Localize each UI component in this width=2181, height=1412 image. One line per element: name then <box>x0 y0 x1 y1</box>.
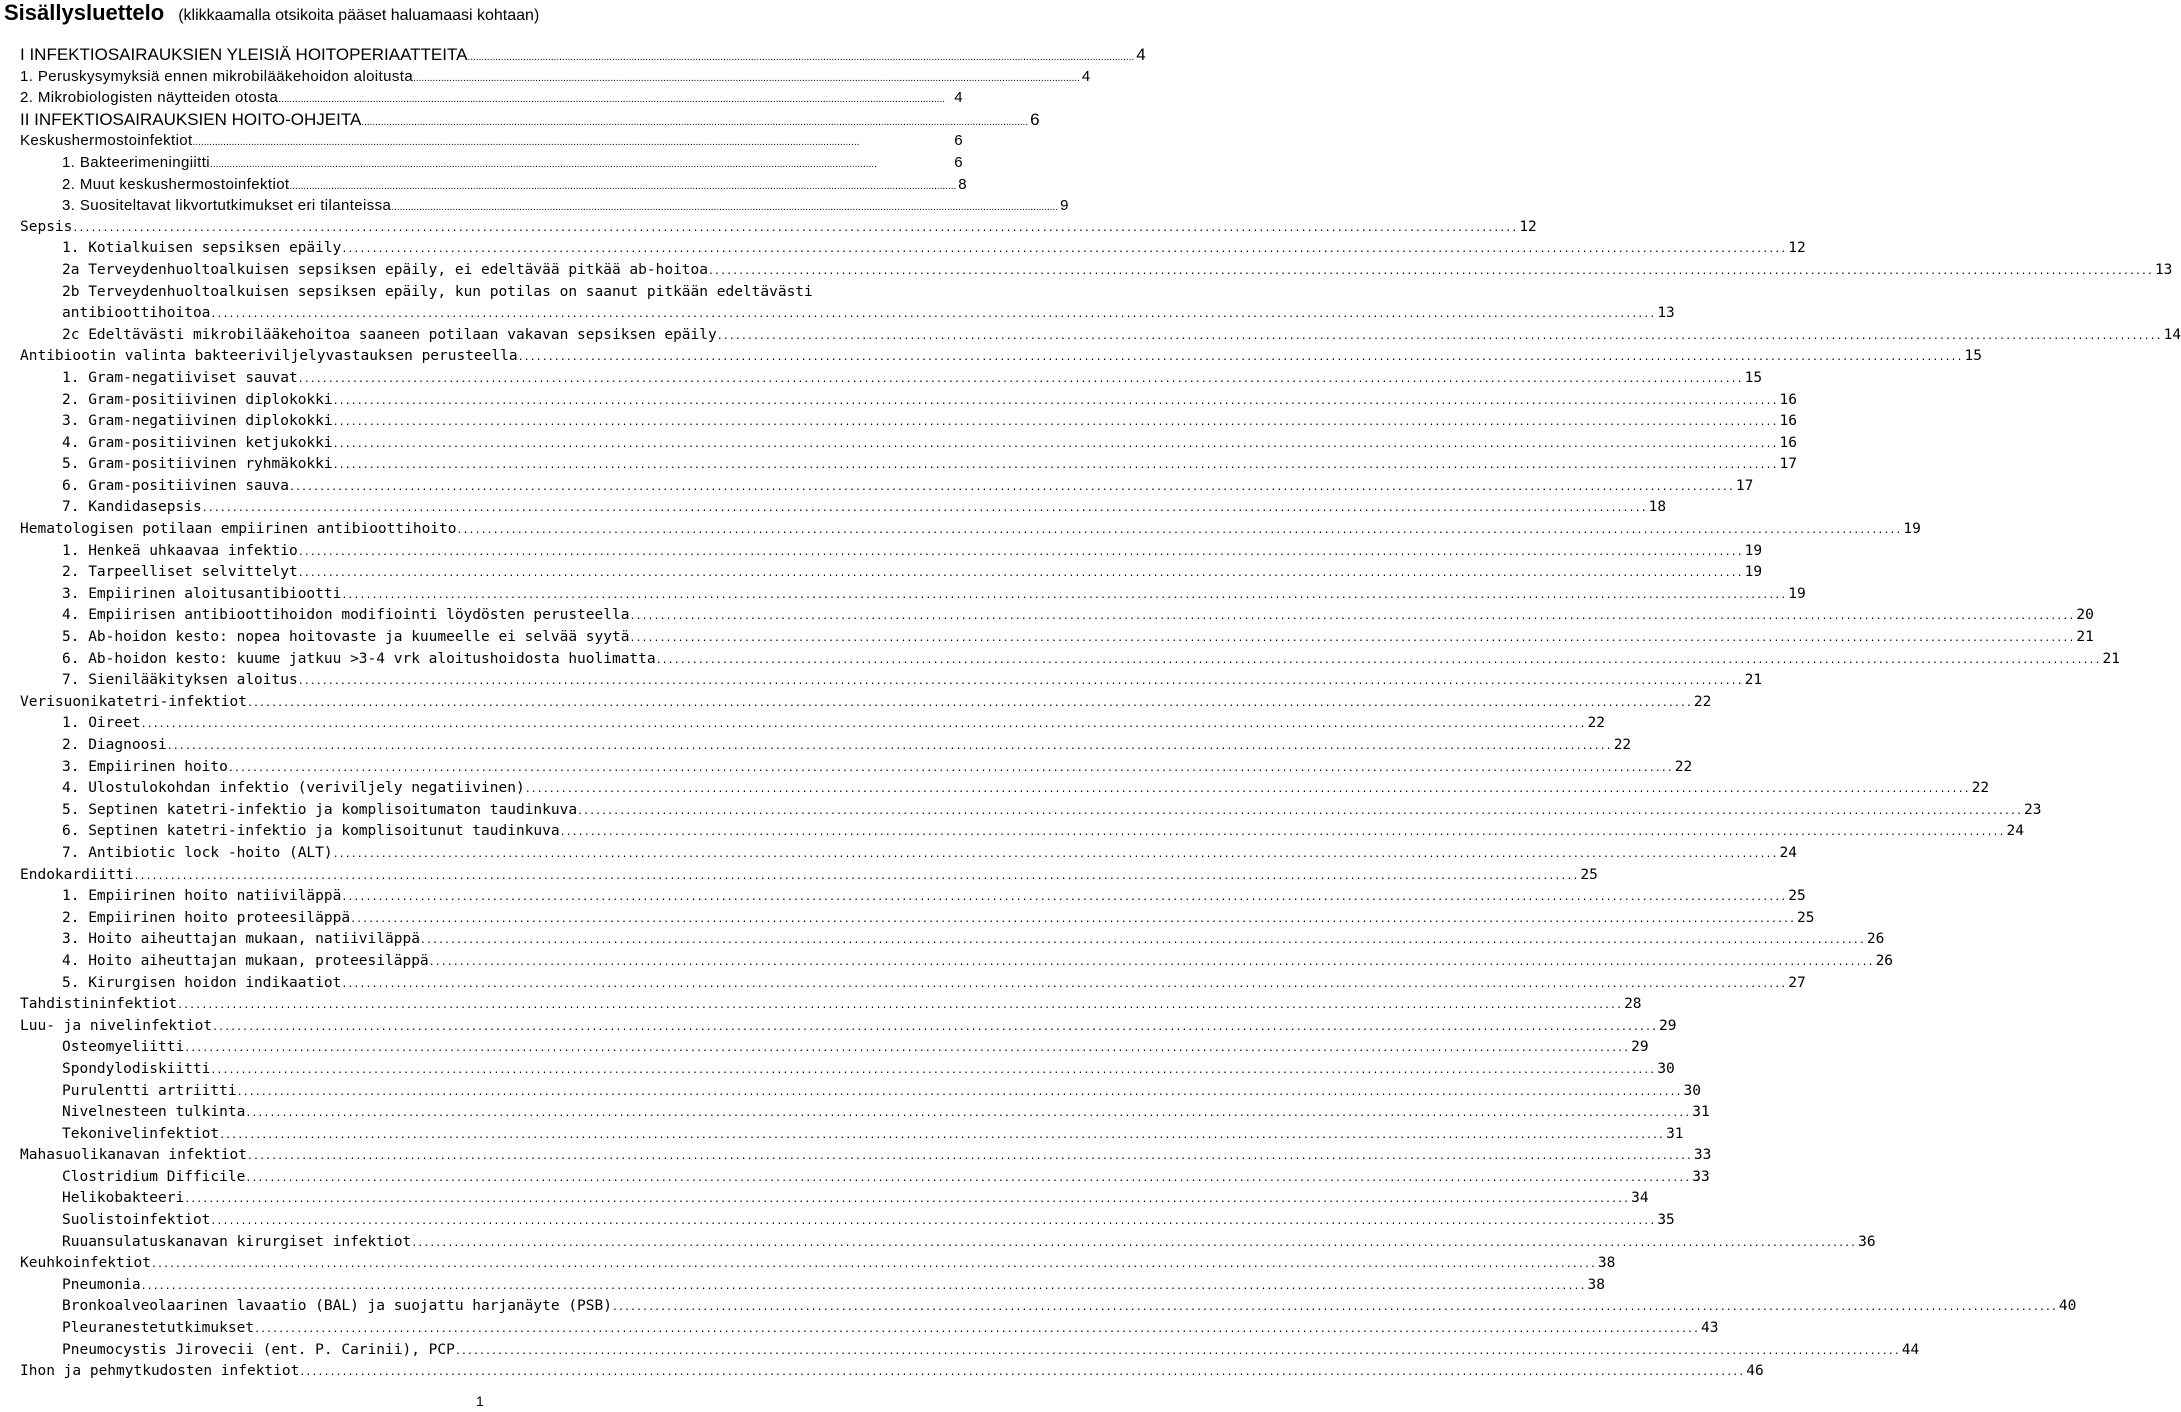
dot-leader <box>237 1081 1682 1104</box>
dot-leader <box>177 994 1622 1017</box>
dot-leader <box>333 433 1778 456</box>
toc-entry[interactable] <box>20 821 2024 843</box>
dot-leader <box>219 1124 1664 1147</box>
toc-entry-label[interactable]: Mahasuolikanavan infektiot <box>20 1147 247 1164</box>
toc-entry-page: 21 <box>1744 672 1763 689</box>
dot-leader <box>341 238 1786 261</box>
dot-leader <box>656 649 2101 672</box>
dot-leader <box>151 1253 1596 1276</box>
toc-entry-label[interactable]: Ruuansulatuskanavan kirurgiset infektiot <box>62 1233 412 1250</box>
toc-entry-label[interactable]: 7. Kandidasepsis <box>62 499 202 516</box>
toc-entry[interactable] <box>20 1102 1710 1124</box>
toc-entry-page: 19 <box>1744 542 1763 559</box>
dot-leader <box>298 562 1743 585</box>
toc-entry-label[interactable]: 1. Henkeä uhkaavaa infektio <box>62 542 298 559</box>
toc-entry[interactable] <box>20 886 1806 908</box>
toc-entry[interactable] <box>20 519 1921 541</box>
toc-entry[interactable] <box>20 605 2094 627</box>
toc-entry[interactable] <box>20 1167 1710 1189</box>
dot-leader <box>184 1188 1629 1211</box>
toc-entry-label[interactable]: 4. Hoito aiheuttajan mukaan, proteesiläppä <box>62 952 429 969</box>
toc-entry[interactable] <box>20 713 1605 735</box>
toc-entry-label[interactable]: Pneumonia <box>62 1276 141 1293</box>
toc-entry-label[interactable]: Verisuonikatetri-infektiot <box>20 693 247 710</box>
toc-entry-page: 38 <box>1587 1276 1605 1293</box>
dot-leader <box>518 346 1963 369</box>
toc-entry-page: 9 <box>1060 197 1069 215</box>
toc-entry[interactable] <box>20 368 1763 390</box>
toc-entry-label[interactable]: Osteomyeliitti <box>62 1039 185 1056</box>
toc-entry-label[interactable]: 1. Oireet <box>62 715 141 732</box>
toc-title: Sisällysluettelo <box>4 0 165 25</box>
toc-entry[interactable] <box>20 1210 1675 1232</box>
toc-entry-page: 20 <box>2076 607 2094 624</box>
toc-entry[interactable] <box>20 929 1885 951</box>
toc-entry-label[interactable]: 2. Gram-positiivinen diplokokki <box>62 391 333 408</box>
toc-entry[interactable] <box>20 325 2181 347</box>
toc-entry-label[interactable]: Endokardiitti <box>20 866 134 883</box>
dot-leader <box>341 886 1786 909</box>
toc-entry-page: 16 <box>1779 413 1798 430</box>
dot-leader <box>341 584 1786 607</box>
toc-entry-page: 6 <box>1030 109 1040 129</box>
dot-leader <box>350 908 1795 931</box>
toc-entry-page: 13 <box>1657 305 1675 322</box>
dot-leader <box>420 929 1865 952</box>
toc-entry[interactable] <box>20 1318 1719 1340</box>
toc-entry-label[interactable]: 3. Hoito aiheuttajan mukaan, natiiviläppä <box>62 931 420 948</box>
toc-entry-label[interactable]: 6. Septinen katetri-infektio ja komplisoitunut taudinkuva <box>62 823 560 840</box>
dot-leader <box>210 303 1655 326</box>
toc-entry-page: 22 <box>1587 715 1605 732</box>
toc-entry-label[interactable]: 5. Septinen katetri-infektio ja komplisoitumaton taudinkuva <box>62 801 578 818</box>
toc-entry[interactable] <box>20 1059 1675 1081</box>
toc-entry-page: 30 <box>1657 1060 1675 1077</box>
toc-entry-label[interactable]: 2. Diagnoosi <box>62 737 167 753</box>
dot-leader <box>167 735 1612 758</box>
dot-leader <box>134 865 1579 888</box>
toc-entry[interactable] <box>20 66 1091 88</box>
toc-entry[interactable] <box>20 411 1798 433</box>
toc-entry[interactable] <box>20 476 1754 498</box>
dot-leader <box>254 1318 1699 1341</box>
dot-leader <box>341 973 1786 996</box>
toc-entry-page: 31 <box>1692 1104 1710 1121</box>
toc-entry-label[interactable]: 1. Empiirinen hoito natiiviläppä <box>62 888 342 905</box>
toc-entry[interactable] <box>20 778 1990 800</box>
toc-entry-page: 35 <box>1657 1212 1675 1229</box>
toc-entry-label[interactable]: 2. Empiirinen hoito proteesiläppä <box>62 909 351 926</box>
toc-entry[interactable] <box>20 1188 1649 1210</box>
toc-entry[interactable] <box>20 735 1632 757</box>
dot-leader <box>411 1232 1856 1255</box>
dot-leader <box>298 541 1743 564</box>
dot-leader <box>299 1361 1744 1384</box>
toc-entry-label[interactable]: 7. Antibiotic lock -hoito (ALT) <box>62 844 333 861</box>
dot-leader <box>210 152 952 176</box>
dot-leader <box>577 800 2022 823</box>
toc-entry-label[interactable]: Tahdistininfektiot <box>20 996 178 1013</box>
toc-entry-page: 21 <box>2102 650 2121 667</box>
toc-entry-page: 4 <box>1136 45 1146 64</box>
toc-entry-label[interactable]: 3. Gram-negatiivinen diplokokki <box>62 413 333 430</box>
dot-leader <box>298 670 1743 693</box>
toc-entry[interactable] <box>20 843 1798 865</box>
dot-leader <box>184 1037 1629 1060</box>
dot-leader <box>141 1275 1586 1298</box>
toc-entry-label[interactable]: 1. Gram-negatiiviset sauvat <box>62 369 298 386</box>
toc-entry-page: 31 <box>1666 1125 1684 1142</box>
dot-leader <box>298 368 1743 391</box>
toc-entry-label[interactable]: Purulentti artriitti <box>62 1082 237 1099</box>
toc-entry-page: 22 <box>1674 758 1693 775</box>
toc-entry[interactable] <box>20 195 1069 217</box>
dot-leader <box>141 713 1586 736</box>
toc-entry[interactable] <box>20 1275 1605 1297</box>
toc-entry-label[interactable]: Nivelnesteen tulkinta <box>62 1104 246 1121</box>
toc-entry-label[interactable]: Sepsis <box>20 218 73 235</box>
toc-entry-page: 18 <box>1648 499 1667 516</box>
toc-entry-label[interactable]: Keskushermostoinfektiot <box>20 132 193 150</box>
toc-entry[interactable] <box>20 951 1894 973</box>
toc-entry[interactable] <box>20 541 1763 563</box>
dot-leader <box>429 951 1874 974</box>
toc-entry[interactable] <box>20 865 1598 887</box>
toc-entry[interactable] <box>20 973 1806 995</box>
dot-leader <box>413 66 1080 90</box>
toc-entry-page: 23 <box>2023 801 2042 818</box>
toc-entry-label[interactable]: 4. Empiirisen antibioottihoidon modifiointi löydösten perusteella <box>62 607 630 624</box>
dot-leader <box>278 87 952 111</box>
toc-entry-page: 22 <box>1971 780 1990 797</box>
toc-entry[interactable] <box>20 800 2042 822</box>
toc-entry[interactable] <box>20 238 1806 260</box>
toc-entry-page: 26 <box>1866 931 1885 948</box>
toc-entry-page: 25 <box>1580 866 1598 883</box>
toc-entry[interactable] <box>20 1253 1616 1275</box>
toc-entry-page: 36 <box>1858 1233 1876 1250</box>
toc-entry[interactable] <box>20 433 1798 455</box>
toc-entry-label[interactable]: 5. Gram-positiivinen ryhmäkokki <box>62 456 333 473</box>
toc-entry[interactable] <box>20 562 1763 584</box>
dot-leader <box>333 454 1778 477</box>
toc-entry[interactable] <box>20 1361 1764 1383</box>
dot-leader <box>708 260 2153 283</box>
toc-entry-page: 28 <box>1624 996 1642 1013</box>
toc-entry-page: 46 <box>1746 1363 1764 1380</box>
toc-entry-label[interactable]: 6. Gram-positiivinen sauva <box>62 477 289 494</box>
toc-header <box>4 0 539 28</box>
toc-entry-label[interactable]: Luu- ja nivelinfektiot <box>20 1017 213 1034</box>
toc-entry[interactable] <box>20 1124 1684 1146</box>
dot-leader <box>457 519 1902 542</box>
toc-entry[interactable] <box>20 1081 1701 1103</box>
toc-entry-label[interactable]: 6. Ab-hoidon kesto: kuume jatkuu >3-4 vrk aloitushoidosta huolimatta <box>62 650 656 667</box>
toc-entry-page: 6 <box>954 132 963 150</box>
toc-entry[interactable] <box>20 649 2121 671</box>
toc-entry-page: 17 <box>1735 477 1754 494</box>
dot-leader <box>72 217 1517 240</box>
toc-entry-label[interactable]: Spondylodiskiitti <box>62 1060 211 1077</box>
toc-entry-label[interactable]: Ihon ja pehmytkudosten infektiot <box>20 1363 300 1380</box>
toc-entry-label[interactable]: 2c Edeltävästi mikrobilääkehoitoa saaneen potilaan vakavan sepsiksen epäily <box>62 326 717 343</box>
toc-entry-page: 22 <box>1693 693 1712 710</box>
table-of-contents <box>20 44 2181 1383</box>
toc-entry-label[interactable]: 3. Empiirinen hoito <box>62 758 228 775</box>
toc-entry[interactable] <box>20 908 1815 930</box>
toc-entry-page: 13 <box>2154 261 2173 278</box>
toc-entry[interactable] <box>20 87 963 109</box>
toc-entry[interactable] <box>20 390 1798 412</box>
toc-entry-label[interactable]: Bronkoalveolaarinen lavaatio (BAL) ja suojattu harjanäyte (PSB) <box>62 1298 612 1315</box>
toc-entry-page: 26 <box>1875 952 1894 969</box>
toc-hint: (klikkaamalla otsikoita pääset haluamaasi kohtaan) <box>178 7 540 24</box>
toc-entry[interactable] <box>20 346 1982 368</box>
toc-entry-page: 29 <box>1658 1017 1677 1034</box>
toc-entry-label[interactable]: Clostridium Difficile <box>62 1168 246 1185</box>
toc-entry-page: 19 <box>1903 521 1921 538</box>
toc-entry[interactable] <box>20 497 1667 519</box>
toc-entry-page: 25 <box>1788 888 1806 905</box>
toc-entry-page: 19 <box>1744 564 1763 581</box>
dot-leader <box>629 605 2074 628</box>
toc-entry-label[interactable]: 4. Ulostulokohdan infektio (veriviljely negatiivinen) <box>62 780 525 797</box>
toc-entry-label[interactable]: 5. Ab-hoidon kesto: nopea hoitovaste ja kuumeelle ei selvää syytä <box>62 629 630 646</box>
dot-leader <box>202 497 1647 520</box>
toc-entry-page: 14 <box>2163 326 2181 343</box>
dot-leader <box>560 821 2005 844</box>
dot-leader <box>245 1167 1690 1190</box>
toc-entry-page: 34 <box>1631 1190 1649 1207</box>
toc-entry-label[interactable]: Helikobakteeri <box>62 1190 185 1207</box>
dot-leader <box>333 843 1778 866</box>
dot-leader <box>333 411 1778 434</box>
toc-entry-page: 19 <box>1788 585 1806 602</box>
toc-entry[interactable] <box>20 1340 1920 1362</box>
toc-entry[interactable] <box>20 174 968 196</box>
toc-entry-page: 33 <box>1693 1147 1712 1164</box>
toc-entry-page: 43 <box>1700 1320 1719 1337</box>
toc-entry-page: 21 <box>2076 629 2094 646</box>
dot-leader <box>455 1340 1900 1363</box>
dot-leader <box>629 627 2074 650</box>
toc-entry-label[interactable]: Pneumocystis Jirovecii (ent. P. Carinii), PCP <box>62 1341 455 1358</box>
toc-entry[interactable] <box>20 627 2094 649</box>
toc-entry-label[interactable]: Pleuranestetutkimukset <box>62 1320 255 1337</box>
toc-entry-page: 16 <box>1779 434 1798 451</box>
dot-leader <box>290 174 957 198</box>
toc-entry-label[interactable]: 3. Suositeltavat likvortutkimukset eri tilanteissa <box>62 197 392 215</box>
toc-entry[interactable] <box>20 44 1146 66</box>
toc-entry-label[interactable]: Keuhkoinfektiot <box>20 1255 151 1272</box>
toc-entry-page: 33 <box>1692 1168 1710 1185</box>
toc-entry[interactable] <box>20 670 1763 692</box>
toc-entry[interactable] <box>20 282 1675 325</box>
toc-entry-page: 12 <box>1788 240 1806 257</box>
toc-entry[interactable] <box>20 1296 2077 1318</box>
toc-entry[interactable] <box>20 152 963 174</box>
toc-entry-label[interactable]: 2a Terveydenhuoltoalkuisen sepsiksen epäily, ei edeltävää pitkää ab-hoitoa <box>62 261 709 278</box>
dot-leader <box>228 757 1673 780</box>
toc-entry-label[interactable]: 1. Bakteerimeningiitti <box>62 153 211 171</box>
toc-entry[interactable] <box>20 584 1806 606</box>
dot-leader <box>717 325 2162 348</box>
toc-entry-label[interactable]: 2. Tarpeelliset selvittelyt <box>62 564 298 581</box>
toc-entry[interactable] <box>20 692 1712 714</box>
toc-entry-page: 40 <box>2058 1298 2077 1315</box>
dot-leader <box>612 1296 2057 1319</box>
toc-entry[interactable] <box>20 1016 1677 1038</box>
dot-leader <box>333 390 1778 413</box>
toc-entry-page: 24 <box>2006 823 2024 840</box>
toc-entry-label[interactable]: 2. Mikrobiologisten näytteiden otosta <box>20 89 279 107</box>
toc-entry-page: 4 <box>954 89 963 107</box>
toc-entry-label[interactable]: 1. Kotialkuisen sepsiksen epäily <box>62 240 342 257</box>
toc-entry-label[interactable]: 4. Gram-positiivinen ketjukokki <box>62 434 333 451</box>
toc-entry-page: 17 <box>1779 456 1798 473</box>
dot-leader <box>289 476 1734 499</box>
dot-leader <box>212 1016 1657 1039</box>
toc-entry-page: 8 <box>958 175 968 193</box>
toc-entry-page: 24 <box>1779 844 1798 861</box>
toc-entry-label[interactable]: 5. Kirurgisen hoidon indikaatiot <box>62 974 342 991</box>
toc-entry-page: 15 <box>1744 369 1763 386</box>
toc-entry[interactable] <box>20 217 1537 239</box>
toc-entry[interactable] <box>20 1145 1712 1167</box>
toc-entry[interactable] <box>20 1232 1876 1254</box>
toc-entry-label[interactable]: 3. Empiirinen aloitusantibiootti <box>62 585 342 602</box>
toc-entry-page: 6 <box>954 153 963 171</box>
toc-entry-label[interactable]: Hematologisen potilaan empiirinen antibioottihoito <box>20 521 457 538</box>
toc-entry-page: 30 <box>1683 1082 1701 1099</box>
toc-entry-page: 29 <box>1631 1039 1649 1056</box>
dot-leader <box>525 778 1970 801</box>
toc-entry[interactable] <box>20 130 963 152</box>
toc-entry-label[interactable]: I INFEKTIOSAIRAUKSIEN YLEISIÄ HOITOPERIAATTEITA <box>20 45 468 64</box>
toc-entry-label[interactable]: II INFEKTIOSAIRAUKSIEN HOITO-OHJEITA <box>20 109 362 129</box>
toc-entry-label[interactable]: 2. Muut keskushermostoinfektiot <box>62 175 290 193</box>
toc-entry[interactable] <box>20 454 1798 476</box>
toc-entry-page: 25 <box>1797 909 1815 926</box>
toc-entry-page: 12 <box>1519 218 1537 235</box>
toc-entry-label[interactable]: 1. Peruskysymyksiä ennen mikrobilääkehoidon aloitusta <box>20 67 414 85</box>
toc-entry[interactable] <box>20 1037 1649 1059</box>
toc-entry-label[interactable]: Tekonivelinfektiot <box>62 1125 220 1142</box>
toc-entry-page: 15 <box>1964 348 1982 365</box>
toc-entry[interactable] <box>20 757 1693 779</box>
toc-entry-label[interactable]: 2b Terveydenhuoltoalkuisen sepsiksen epäily, kun potilas on saanut pitkään edeltävästi <box>62 283 813 300</box>
dot-leader <box>247 692 1692 715</box>
dot-leader <box>247 1145 1692 1168</box>
dot-leader <box>210 1059 1655 1082</box>
dot-leader <box>245 1102 1690 1125</box>
toc-entry-page: 27 <box>1788 974 1806 991</box>
dot-leader <box>391 195 1058 219</box>
toc-entry-label[interactable]: 7. Sienilääkityksen aloitus <box>62 672 298 689</box>
toc-entry-page: 4 <box>1081 67 1091 85</box>
toc-entry-page: 16 <box>1779 391 1798 408</box>
toc-entry[interactable] <box>20 109 1040 131</box>
toc-entry-label-continued[interactable]: antibioottihoitoa <box>62 305 211 322</box>
toc-entry[interactable] <box>20 994 1642 1016</box>
toc-entry-label[interactable]: Antibiootin valinta bakteeriviljelyvastauksen perusteella <box>20 348 518 365</box>
page-number: 1 <box>476 1393 484 1409</box>
dot-leader <box>210 1210 1655 1233</box>
toc-entry-page: 38 <box>1597 1255 1616 1272</box>
toc-entry-page: 44 <box>1901 1341 1920 1358</box>
dot-leader <box>193 130 953 154</box>
toc-entry-page: 22 <box>1613 737 1632 753</box>
toc-entry-label[interactable]: Suolistoinfektiot <box>62 1212 211 1229</box>
toc-entry[interactable] <box>20 260 2173 282</box>
